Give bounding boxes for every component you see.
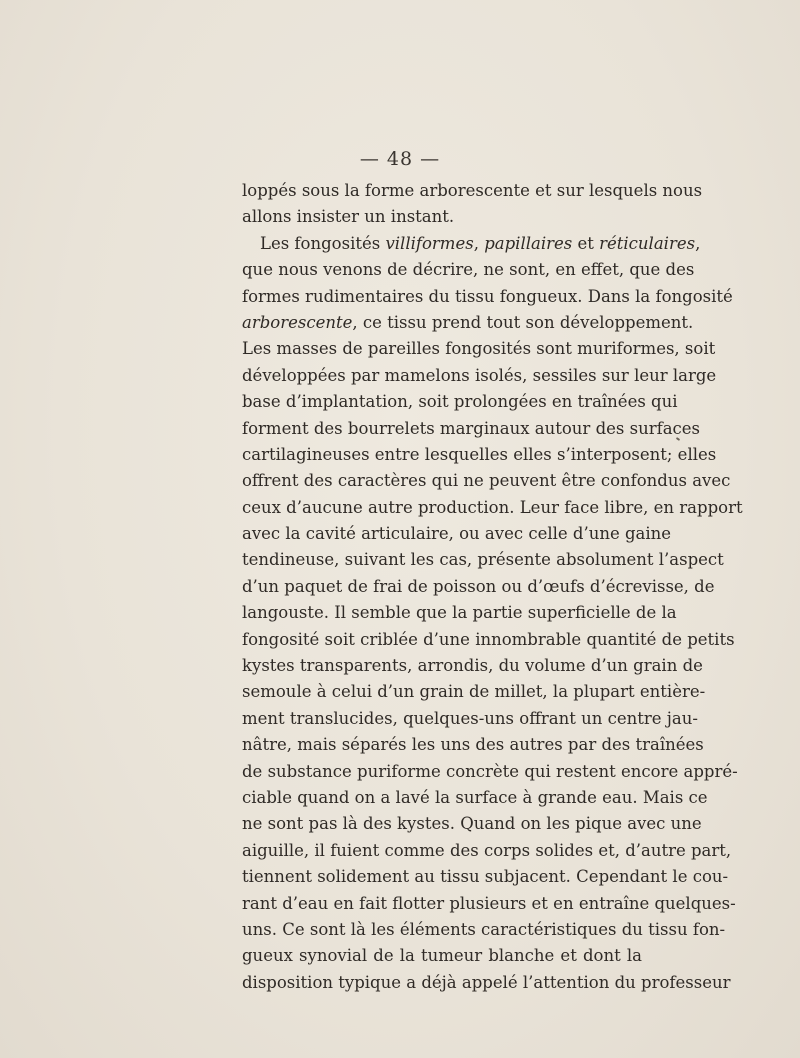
text-segment: disposition typique a déjà appelé l’attention du professeur: [242, 972, 731, 992]
text-segment: uns. Ce sont là les éléments caractéristiques du tissu fon-: [242, 919, 726, 939]
italic-term: réticulaires: [599, 233, 696, 253]
text-line: [242, 468, 731, 494]
text-line: [242, 891, 736, 917]
text-line: [242, 653, 703, 679]
text-segment: cartilagineuses entre lesquelles elles s’interposent; elles: [242, 444, 717, 464]
text-segment: loppés sous la forme arborescente et sur lesquels nous: [242, 181, 703, 200]
text-line: [242, 416, 701, 442]
text-segment: aiguille, il fuient comme des corps solides et, d’autre part,: [242, 840, 732, 860]
text-line: [242, 759, 738, 785]
text-segment: gueux synovial de la tumeur blanche et dont la: [242, 946, 642, 966]
text-line: [242, 732, 704, 758]
text-segment: offrent des caractères qui ne peuvent être confondus avec: [242, 471, 731, 491]
text-segment: Les fongosités: [260, 233, 386, 253]
text-segment: avec la cavité articulaire, ou avec celle d’une gaine: [242, 524, 672, 544]
text-segment: forment des bourrelets marginaux autour des surfaces: [242, 418, 701, 438]
text-line: [242, 679, 706, 705]
text-line: [242, 547, 724, 573]
text-line: [242, 574, 715, 600]
italic-term: papillaires: [484, 233, 573, 253]
text-segment: de substance puriforme concrète qui restent encore appré-: [242, 761, 738, 781]
text-segment: nâtre, mais séparés les uns des autres par des traînées: [242, 735, 704, 755]
body-text: [242, 178, 743, 996]
text-line: [242, 389, 678, 415]
text-line: [242, 442, 717, 468]
text-line: [242, 231, 701, 257]
text-segment: développées par mamelons isolés, sessiles sur leur large: [242, 365, 717, 385]
italic-term: arborescente: [242, 312, 353, 332]
text-segment: ne sont pas là des kystes. Quand on les pique avec une: [242, 814, 702, 834]
page-number: — 48 —: [359, 148, 441, 170]
text-line: [242, 178, 703, 204]
text-line: [242, 706, 698, 732]
text-line: [242, 970, 731, 996]
text-segment: que nous venons de décrire, ne sont, en effet, que des: [242, 260, 695, 280]
text-segment: Les masses de pareilles fongosités sont muriformes, soit: [242, 339, 716, 359]
text-line: [242, 521, 672, 547]
text-segment: d’un paquet de frai de poisson ou d’œufs d’écrevisse, de: [242, 576, 715, 596]
text-segment: ceux d’aucune autre production. Leur face libre, en rapport: [242, 497, 743, 517]
text-segment: semoule à celui d’un grain de millet, la plupart entière-: [242, 682, 706, 702]
text-segment: , ce tissu prend tout son développement.: [352, 312, 694, 332]
text-line: [242, 811, 702, 837]
text-segment: kystes transparents, arrondis, du volume d’un grain de: [242, 656, 703, 676]
text-line: [242, 310, 694, 336]
text-line: [242, 917, 726, 943]
text-segment: ,: [695, 233, 701, 253]
text-segment: et: [572, 233, 600, 253]
text-segment: tiennent solidement au tissu subjacent. Cependant le cou-: [242, 867, 729, 887]
italic-term: villiformes: [385, 233, 474, 253]
text-segment: formes rudimentaires du tissu fongueux. Dans la fongosité: [242, 286, 733, 306]
text-line: [242, 627, 735, 653]
text-line: [242, 495, 743, 521]
text-segment: fongosité soit criblée d’une innombrable quantité de petits: [242, 629, 735, 649]
text-segment: allons insister un instant.: [242, 207, 455, 227]
text-line: [242, 204, 642, 230]
text-segment: rant d’eau en fait flotter plusieurs et en entraîne quelques-: [242, 893, 736, 913]
text-segment: langouste. Il semble que la partie superficielle de la: [242, 603, 677, 623]
text-segment: ,: [473, 233, 485, 253]
text-line: [242, 600, 677, 626]
text-segment: tendineuse, suivant les cas, présente absolument l’aspect: [242, 550, 724, 570]
text-line: [242, 943, 642, 969]
text-segment: ciable quand on a lavé la surface à grande eau. Mais ce: [242, 787, 708, 807]
text-line: [242, 785, 708, 811]
text-line: [242, 284, 733, 310]
text-line: [242, 257, 695, 283]
text-line: [242, 838, 732, 864]
text-line: [242, 363, 717, 389]
text-segment: base d’implantation, soit prolongées en traînées qui: [242, 392, 678, 412]
text-line: [242, 336, 716, 362]
text-segment: ment translucides, quelques-uns offrant un centre jau-: [242, 708, 698, 728]
text-line: [242, 864, 729, 890]
